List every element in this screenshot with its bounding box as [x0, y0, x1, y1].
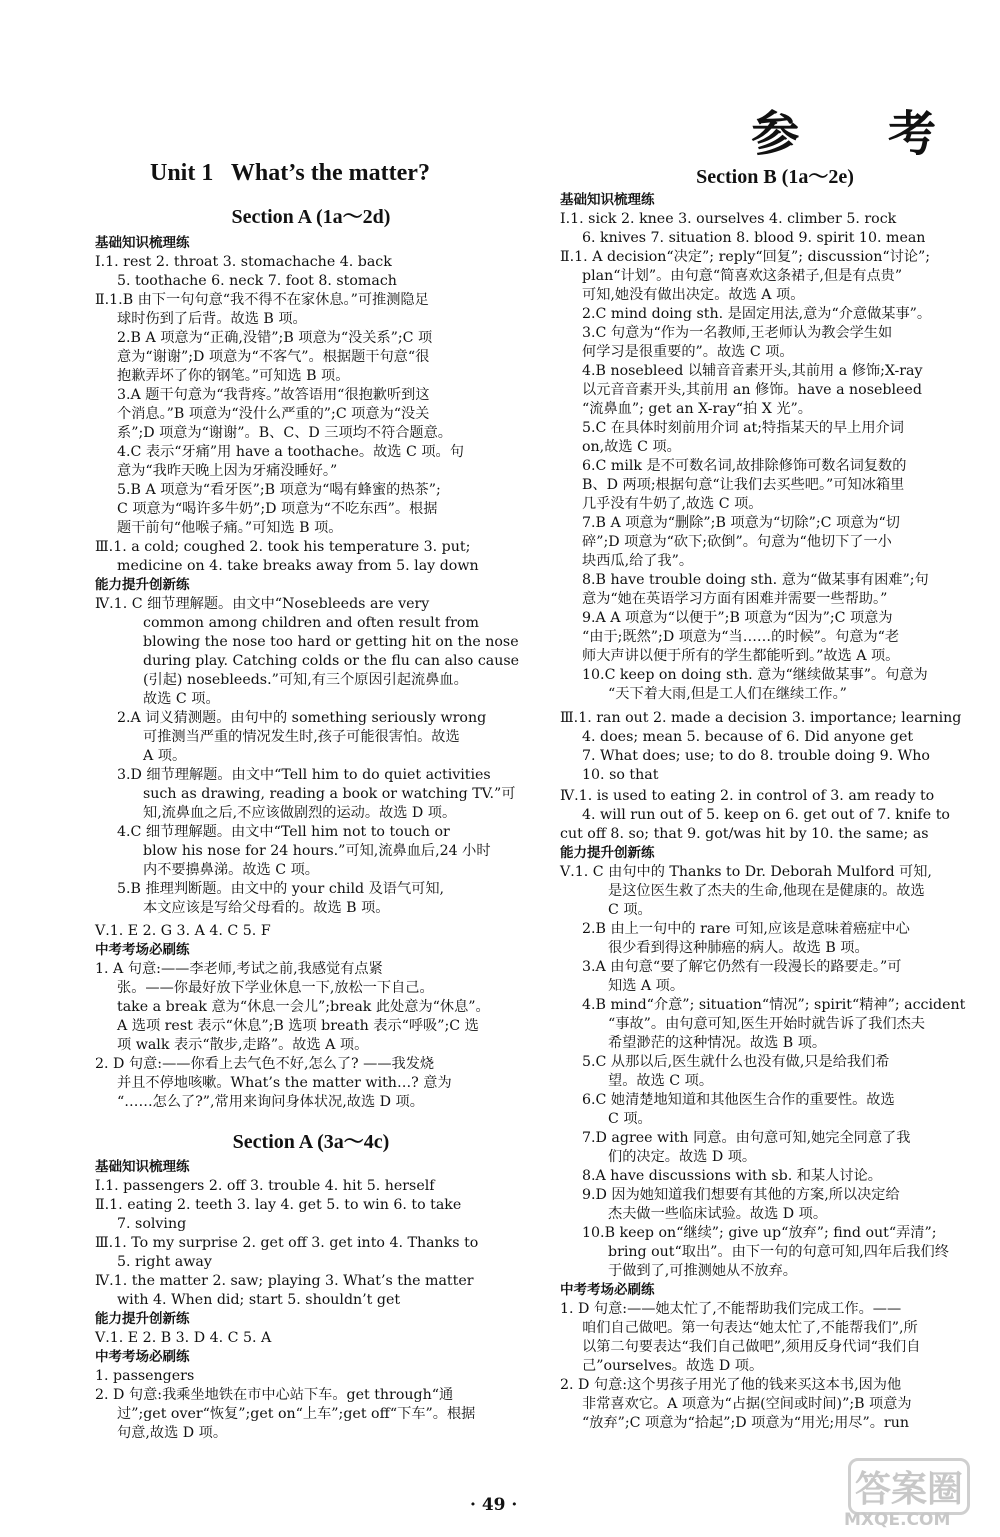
answer-line: 3.A 题干句意为“我背疼。”故答语用“很抱歉听到这: [117, 387, 430, 403]
answer-line: 意为“谢谢”;D 项意为“不客气”。根据题干句意“很: [117, 349, 430, 365]
answer-line: Ⅲ.1. ran out 2. made a decision 3. importance; learning: [560, 710, 962, 726]
answer-line: 5. toothache 6. neck 7. foot 8. stomach: [117, 273, 397, 289]
answer-line: Ⅱ.1.B 由下一句句意“我不得不在家休息。”可推测隐足: [95, 292, 429, 308]
answer-line: 于做到了,可推测她从不放弃。: [608, 1263, 797, 1279]
answer-line: Ⅴ.1. E 2. B 3. D 4. C 5. A: [95, 1330, 272, 1346]
answer-line: 4.B nosebleed 以辅音音素开头,其前用 a 修饰;X-ray: [582, 363, 923, 379]
answer-line: Ⅴ.1. C 由句中的 Thanks to Dr. Deborah Mulford 可知,: [560, 864, 932, 880]
answer-line: common among children and often result from: [143, 615, 479, 631]
subsection-heading: 基础知识梳理练: [560, 192, 655, 208]
answer-line: 项 walk 表示“散步,走路”。故选 A 项。: [117, 1037, 369, 1053]
answer-line: “流鼻血”; get an X-ray“拍 X 光”。: [582, 401, 812, 417]
answer-line: (引起) nosebleeds.”可知,有三个原因引起流鼻血。: [143, 672, 468, 688]
unit-title: Unit 1 What’s the matter?: [150, 160, 430, 186]
section-heading: Section A (1a～2d): [231, 206, 391, 228]
answer-line: A 选项 rest 表示“休息”;B 选项 breath 表示“呼吸”;C 选: [117, 1018, 479, 1034]
answer-line: C 项。: [608, 902, 652, 918]
answer-line: cut off 8. so; that 9. got/was hit by 10. the same; as: [560, 826, 929, 842]
subsection-heading: 中考考场必刷练: [95, 1349, 190, 1365]
answer-line: Ⅳ.1. is used to eating 2. in control of 3. am ready to: [560, 788, 935, 804]
answer-line: 5. right away: [117, 1254, 212, 1270]
answer-line: 5.B A 项意为“看牙医”;B 项意为“喝有蜂蜜的热茶”;: [117, 482, 441, 498]
answer-line: 8.A have discussions with sb. 和某人讨论。: [582, 1168, 882, 1184]
answer-line: Ⅳ.1. C 细节理解题。由文中“Nosebleeds are very: [95, 596, 430, 612]
answer-line: 是这位医生救了杰夫的生命,他现在是健康的。故选: [608, 883, 925, 899]
answer-line: 1. D 句意:——她太忙了,不能帮助我们完成工作。——: [560, 1301, 902, 1317]
answer-line: 4.C 表示“牙痛”用 have a toothache。故选 C 项。句: [117, 444, 464, 460]
answer-line: 10. so that: [582, 767, 659, 783]
answer-line: 3.A 由句意“要了解它仍然有一段漫长的路要走。”可: [582, 959, 902, 975]
answer-line: 抱歉弄坏了你的钢笔。”可知选 B 项。: [117, 368, 350, 384]
answer-line: 意为“我昨天晚上因为牙痛没睡好。”: [117, 463, 338, 479]
answer-line: 几乎没有牛奶了,故选 C 项。: [582, 496, 763, 512]
page-number: · 49 ·: [470, 1495, 518, 1515]
subsection-heading: 基础知识梳理练: [95, 235, 190, 251]
answer-line: 1. A 句意:——李老师,考试之前,我感觉有点紧: [95, 961, 383, 977]
subsection-heading: 能力提升创新练: [95, 1311, 190, 1327]
answer-line: bring out“取出”。由下一句的句意可知,四年后我们终: [608, 1244, 949, 1260]
answer-line: 咱们自己做吧。第一句表达“她太忙了,不能帮我们”,所: [582, 1320, 918, 1336]
subsection-heading: 能力提升创新练: [95, 577, 190, 593]
answer-line: 个消息。”B 项意为“没什么严重的”;C 项意为“没关: [117, 406, 430, 422]
answer-line: 8.B have trouble doing sth. 意为“做某事有困难”;句: [582, 572, 929, 588]
answer-line: Ⅰ.1. rest 2. throat 3. stomachache 4. back: [95, 254, 392, 270]
answer-line: on,故选 C 项。: [582, 439, 681, 455]
answer-line: 以第二句要表达“我们自己做吧”,须用反身代词“我们自: [582, 1339, 921, 1355]
answer-line: 过”;get over“恢复”;get on“上车”;get off“下车”。根据: [117, 1406, 476, 1422]
answer-line: 块西瓜,给了我”。: [582, 553, 694, 569]
answer-line: 2.A 词义猜测题。由句中的 something seriously wrong: [117, 710, 487, 726]
answer-line: 4.B mind“介意”; situation“情况”; spirit“精神”; accident: [582, 997, 966, 1013]
section-heading: Section B (1a～2e): [696, 166, 854, 188]
answer-line: 7.D agree with 同意。由句意可知,她完全同意了我: [582, 1130, 911, 1146]
answer-line: 可知,她没有做出决定。故选 A 项。: [582, 287, 805, 303]
answer-line: 希望渺茫的这种情况。故选 B 项。: [608, 1035, 827, 1051]
answer-line: 2. D 句意:我乘坐地铁在市中心站下车。get through“通: [95, 1387, 454, 1403]
answer-line: 内不要擤鼻涕。故选 C 项。: [143, 862, 319, 878]
answer-line: with 4. When did; start 5. shouldn’t get: [117, 1292, 401, 1308]
answer-line: 2.B A 项意为“正确,没错”;B 项意为“没关系”;C 项: [117, 330, 433, 346]
answer-line: 9.A A 项意为“以便于”;B 项意为“因为”;C 项意为: [582, 610, 893, 626]
answer-line: 4. will run out of 5. keep on 6. get out of 7. knife to: [582, 807, 950, 823]
answer-line: 6.C 她清楚地知道和其他医生合作的重要性。故选: [582, 1092, 895, 1108]
answer-line: 2.C mind doing sth. 是固定用法,意为“介意做某事”。: [582, 306, 932, 322]
answer-line: 杰夫做一些临床试验。故选 D 项。: [608, 1206, 828, 1222]
answer-line: 本文应该是写给父母看的。故选 B 项。: [143, 900, 390, 916]
answer-line: 可推测当严重的情况发生时,孩子可能很害怕。故选: [143, 729, 460, 745]
subsection-heading: 中考考场必刷练: [95, 942, 190, 958]
answer-line: 9.D 因为她知道我们想要有其他的方案,所以决定给: [582, 1187, 900, 1203]
section-heading: Section A (3a～4c): [232, 1131, 390, 1153]
answer-line: 句意,故选 D 项。: [117, 1425, 228, 1441]
answer-line: 10.C keep on doing sth. 意为“继续做某事”。句意为: [582, 667, 928, 683]
answer-line: take a break 意为“休息一会儿”;break 此处意为“休息”。: [117, 999, 490, 1015]
answer-line: 故选 C 项。: [143, 691, 220, 707]
answer-line: 5.B 推理判断题。由文中的 your child 及语气可知,: [117, 881, 445, 897]
answer-line: 5.C 在具体时刻前用介词 at;特指某天的早上用介词: [582, 420, 904, 436]
answer-line: 碎”;D 项意为“砍下;砍倒”。句意为“他切下了一小: [582, 534, 892, 550]
answer-line: 10.B keep on“继续”; give up“放弃”; find out“弄清”;: [582, 1225, 937, 1241]
subsection-heading: 中考考场必刷练: [560, 1282, 655, 1298]
answer-line: C 项。: [608, 1111, 652, 1127]
answer-line: 张。——你最好放下学业休息一下,放松一下自己。: [117, 980, 434, 996]
answer-line: “放弃”;C 项意为“拾起”;D 项意为“用光;用尽”。run: [582, 1415, 909, 1431]
answer-line: 5.C 从那以后,医生就什么也没有做,只是给我们希: [582, 1054, 890, 1070]
answer-line: “天下着大雨,但是工人们在继续工作。”: [608, 686, 847, 702]
answer-line: 2. D 句意:——你看上去气色不好,怎么了? ——我发烧: [95, 1056, 435, 1072]
answer-line: 意为“她在英语学习方面有困难并需要一些帮助。”: [582, 591, 888, 607]
answer-line: medicine on 4. take breaks away from 5. lay down: [117, 558, 479, 574]
answer-line: “由于;既然”;D 项意为“当……的时候”。句意为“老: [582, 629, 900, 645]
watermark-logo: [838, 1458, 988, 1532]
answer-line: 很少看到得这种肺癌的病人。故选 B 项。: [608, 940, 869, 956]
banner-heading: 参 考: [751, 106, 972, 162]
answer-line: blow his nose for 24 hours.”可知,流鼻血后,24 小时: [143, 843, 491, 859]
watermark-text: 答案圈: [848, 1458, 970, 1515]
answer-line: Ⅳ.1. the matter 2. saw; playing 3. What’s the matter: [95, 1273, 474, 1289]
answer-line: during play. Catching colds or the flu can also cause: [143, 653, 520, 669]
answer-line: 4. does; mean 5. because of 6. Did anyone get: [582, 729, 914, 745]
answer-line: plan“计划”。由句意“简喜欢这条裙子,但是有点贵”: [582, 268, 903, 284]
answer-line: 系”;D 项意为“谢谢”。B、C、D 三项均不符合题意。: [117, 425, 452, 441]
answer-line: 题干前句“他喉子痛。”可知选 B 项。: [117, 520, 343, 536]
answer-line: 己”ourselves。故选 D 项。: [582, 1358, 764, 1374]
answer-line: 3.D 细节理解题。由文中“Tell him to do quiet activities: [117, 767, 491, 783]
answer-line: 3.C 句意为“作为一名教师,王老师认为教会学生如: [582, 325, 893, 341]
answer-line: 望。故选 C 项。: [608, 1073, 714, 1089]
answer-line: Ⅲ.1. To my surprise 2. get off 3. get into 4. Thanks to: [95, 1235, 479, 1251]
answer-line: 知,流鼻血之后,不应该做剧烈的运动。故选 D 项。: [143, 805, 457, 821]
answer-line: Ⅲ.1. a cold; coughed 2. took his temperature 3. put;: [95, 539, 471, 555]
answer-line: 2.B 由上一句中的 rare 可知,应该是意味着癌症中心: [582, 921, 910, 937]
answer-line: 7. solving: [117, 1216, 187, 1232]
answer-line: 7. What does; use; to do 8. trouble doing 9. Who: [582, 748, 930, 764]
answer-line: 以元音音素开头,其前用 an 修饰。have a nosebleed: [582, 382, 922, 398]
watermark-url: MXQE.COM: [844, 1510, 951, 1530]
answer-line: Ⅰ.1. passengers 2. off 3. trouble 4. hit 5. herself: [95, 1178, 435, 1194]
answer-line: Ⅱ.1. eating 2. teeth 3. lay 4. get 5. to win 6. to take: [95, 1197, 462, 1213]
answer-line: “……怎么了?”,常用来询问身体状况,故选 D 项。: [117, 1094, 424, 1110]
answer-line: Ⅱ.1. A decision“决定”; reply“回复”; discussion“讨论”;: [560, 249, 930, 265]
answer-line: A 项。: [143, 748, 187, 764]
answer-line: Ⅴ.1. E 2. G 3. A 4. C 5. F: [95, 923, 271, 939]
answer-line: 们的决定。故选 D 项。: [608, 1149, 757, 1165]
answer-line: C 项意为“喝许多牛奶”;D 项意为“不吃东西”。根据: [117, 501, 438, 517]
answer-line: 7.B A 项意为“删除”;B 项意为“切除”;C 项意为“切: [582, 515, 900, 531]
answer-line: blowing the nose too hard or getting hit on the nose: [143, 634, 519, 650]
subsection-heading: 能力提升创新练: [560, 845, 655, 861]
answer-line: 1. passengers: [95, 1368, 195, 1384]
answer-line: 师大声讲以便于所有的学生都能听到。”故选 A 项。: [582, 648, 900, 664]
answer-line: such as drawing, reading a book or watching TV.”可: [143, 786, 516, 802]
answer-line: 何学习是很重要的”。故选 C 项。: [582, 344, 794, 360]
answer-line: 6. knives 7. situation 8. blood 9. spirit 10. mean: [582, 230, 926, 246]
answer-line: B、D 两项;根据句意“让我们去买些吧。”可知冰箱里: [582, 477, 905, 493]
answer-line: 非常喜欢它。A 项意为“占据(空间或时间)”;B 项意为: [582, 1396, 912, 1412]
answer-line: 并且不停地咳嗽。What’s the matter with…? 意为: [117, 1075, 452, 1091]
answer-line: 2. D 句意:这个男孩子用光了他的钱来买这本书,因为他: [560, 1377, 902, 1393]
answer-line: 球时伤到了后背。故选 B 项。: [117, 311, 307, 327]
answer-line: 4.C 细节理解题。由文中“Tell him not to touch or: [117, 824, 450, 840]
subsection-heading: 基础知识梳理练: [95, 1159, 190, 1175]
answer-line: 知选 A 项。: [608, 978, 685, 994]
answer-line: Ⅰ.1. sick 2. knee 3. ourselves 4. climber 5. rock: [560, 211, 897, 227]
answer-line: 6.C milk 是不可数名词,故排除修饰可数名词复数的: [582, 458, 907, 474]
answer-line: “事故”。由句意可知,医生开始时就告诉了我们杰夫: [608, 1016, 925, 1032]
